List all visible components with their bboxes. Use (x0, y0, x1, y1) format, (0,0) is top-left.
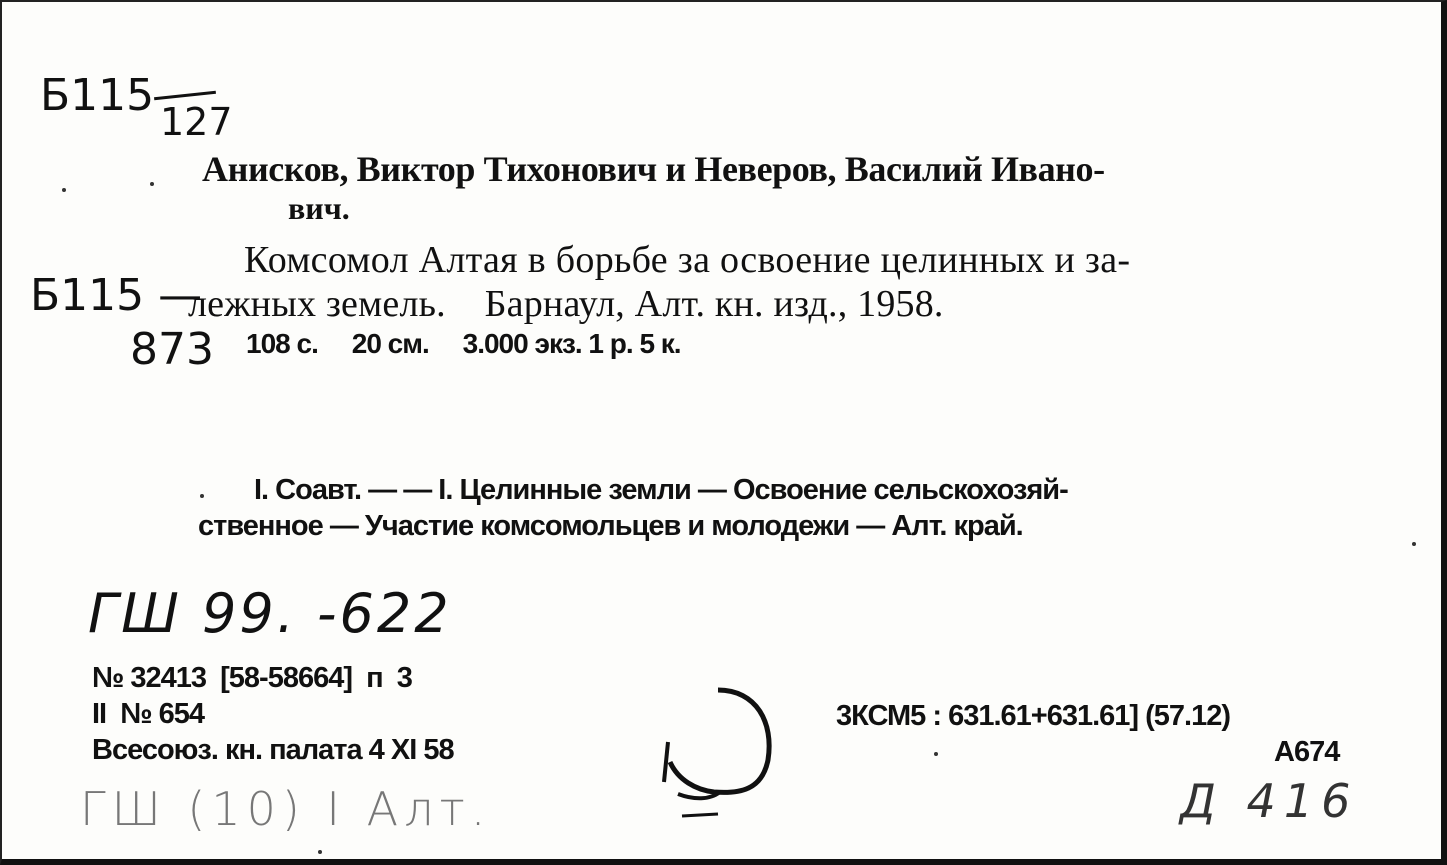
subjects-line-1: I. Соавт. — — I. Целинные земли — Освоение сельскохозяй- (254, 474, 1068, 506)
ink-speck (200, 494, 204, 498)
bottom-right-note: Д 416 (1180, 774, 1359, 828)
record-line-3: Всесоюз. кн. палата 4 XI 58 (92, 734, 454, 766)
ink-speck (150, 182, 154, 186)
ink-speck (62, 188, 66, 192)
ink-speck (318, 850, 322, 854)
record-line-1: № 32413 [58-58664] п 3 (92, 662, 412, 694)
ink-speck (934, 752, 938, 756)
call-number-middle-sub: 873 (130, 324, 214, 375)
inventory-number: ГШ 99. -622 (88, 582, 452, 645)
subjects-line-2: ственное — Участие комсомольцев и молодежи — Алт. край. (198, 510, 1023, 542)
call-number-fraction-line (154, 91, 216, 100)
title-line-2: лежных земель. Барнаул, Алт. кн. изд., 1958. (188, 283, 944, 325)
call-number-top (40, 70, 154, 121)
record-line-2: II № 654 (92, 698, 204, 730)
details-line: 108 с. 20 см. 3.000 экз. 1 р. 5 к. (246, 328, 681, 359)
classification-code: 3КСМ5 : 631.61+631.61] (57.12) (836, 700, 1230, 732)
title-line-1: Комсомол Алтая в борьбе за освоение целинных и за- (244, 239, 1131, 281)
call-number-top-main: Б115 (40, 70, 155, 121)
ink-speck (1412, 542, 1416, 546)
call-number-middle: Б115 — (30, 270, 203, 321)
bottom-left-note: ГШ (10) I Алт. (80, 782, 492, 836)
call-number-top-denominator: 127 (160, 100, 233, 144)
author-line-1: Анисков, Виктор Тихонович и Неверов, Василий Ивано- (202, 149, 1105, 189)
author-line-2: вич. (288, 190, 350, 226)
stamp-circle-icon (648, 682, 788, 832)
cutter-number: А674 (1274, 736, 1340, 768)
